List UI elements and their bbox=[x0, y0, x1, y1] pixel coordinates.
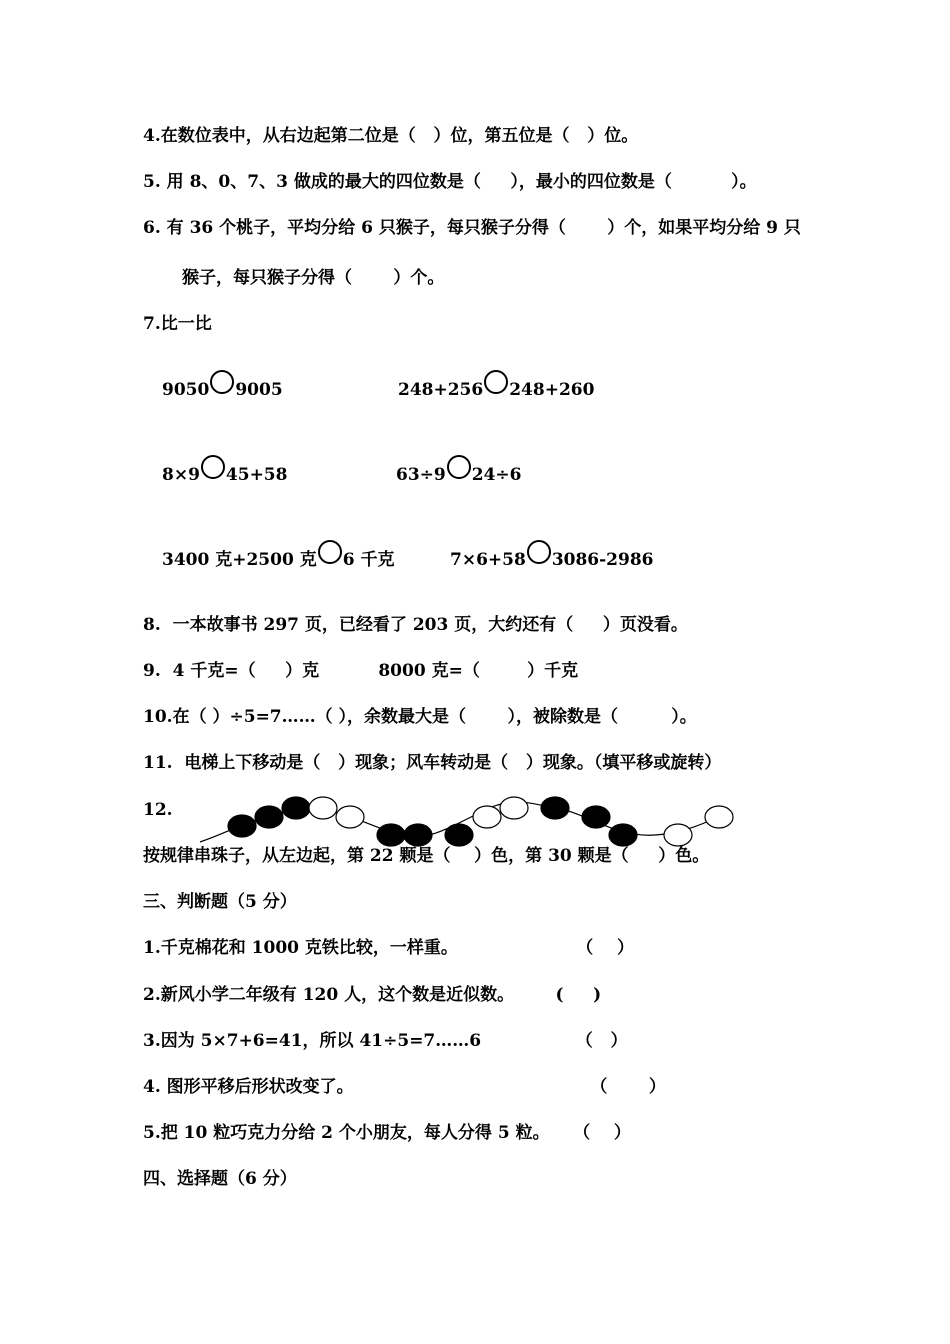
question-6-line2: 猴子，每只猴子分得（ ）个。 bbox=[182, 268, 445, 288]
bead-black bbox=[582, 806, 610, 828]
bead-black bbox=[255, 806, 283, 828]
compare-circle-icon[interactable] bbox=[201, 455, 225, 479]
compare-left: 7×6+58 bbox=[450, 550, 526, 570]
compare-left: 3400 克+2500 克 bbox=[162, 550, 317, 570]
compare-right: 9005 bbox=[235, 380, 283, 400]
compare-right: 3086-2986 bbox=[551, 550, 654, 570]
question-8: 8. 一本故事书 297 页，已经看了 203 页，大约还有（ ）页没看。 bbox=[143, 615, 688, 635]
bead-black bbox=[609, 824, 637, 846]
compare-circle-icon[interactable] bbox=[447, 455, 471, 479]
judge-2: 2.新风小学二年级有 120 人，这个数是近似数。 ( ) bbox=[143, 985, 602, 1005]
question-11: 11. 电梯上下移动是（ ）现象；风车转动是（ ）现象。（填平移或旋转） bbox=[143, 753, 722, 773]
compare-item bbox=[162, 463, 287, 487]
compare-left: 248+256 bbox=[398, 380, 484, 400]
compare-right: 45+58 bbox=[225, 465, 288, 485]
compare-right: 248+260 bbox=[509, 380, 595, 400]
bead-white bbox=[705, 806, 733, 828]
question-9: 9. 4 千克=（ ）克 8000 克=（ ）千克 bbox=[143, 661, 579, 681]
question-10: 10.在（ ）÷5=7……（ ），余数最大是（ ），被除数是（ ）。 bbox=[143, 707, 697, 727]
compare-right: 6 千克 bbox=[342, 550, 395, 570]
compare-left: 9050 bbox=[162, 380, 210, 400]
judge-4: 4. 图形平移后形状改变了。 （ ） bbox=[143, 1077, 666, 1097]
compare-item bbox=[398, 378, 594, 402]
compare-item bbox=[396, 463, 521, 487]
compare-item bbox=[450, 548, 654, 572]
compare-left: 63÷9 bbox=[396, 465, 446, 485]
bead-black bbox=[228, 815, 256, 837]
bead-black bbox=[377, 824, 405, 846]
judge-5: 5.把 10 粒巧克力分给 2 个小朋友，每人分得 5 粒。 （ ） bbox=[143, 1123, 631, 1143]
question-5: 5. 用 8、0、7、3 做成的最大的四位数是（ ），最小的四位数是（ ）。 bbox=[143, 172, 757, 192]
question-6-line1: 6. 有 36 个桃子，平均分给 6 只猴子，每只猴子分得（ ）个，如果平均分给 9 只 bbox=[143, 218, 801, 238]
bead-black bbox=[541, 797, 569, 819]
bead-white bbox=[664, 824, 692, 846]
bead-white bbox=[309, 797, 337, 819]
bead-black bbox=[282, 797, 310, 819]
compare-left: 8×9 bbox=[162, 465, 200, 485]
bead-black bbox=[404, 824, 432, 846]
bead-white bbox=[336, 806, 364, 828]
bead-white bbox=[500, 797, 528, 819]
compare-right: 24÷6 bbox=[471, 465, 522, 485]
compare-item bbox=[162, 548, 394, 572]
question-4: 4.在数位表中，从右边起第二位是（ ）位，第五位是（ ）位。 bbox=[143, 126, 639, 146]
bead-black bbox=[445, 824, 473, 846]
compare-circle-icon[interactable] bbox=[484, 370, 508, 394]
compare-circle-icon[interactable] bbox=[318, 540, 342, 564]
judge-3: 3.因为 5×7+6=41，所以 41÷5=7……6 （ ） bbox=[143, 1031, 628, 1051]
question-12-number: 12. bbox=[143, 800, 173, 820]
compare-item bbox=[162, 378, 283, 402]
question-7: 7.比一比 bbox=[143, 314, 212, 334]
compare-circle-icon[interactable] bbox=[210, 370, 234, 394]
question-12-text: 按规律串珠子，从左边起，第 22 颗是（ ）色，第 30 颗是（ ）色。 bbox=[143, 846, 710, 866]
section-3-heading: 三、判断题（5 分） bbox=[143, 892, 297, 912]
bead-string-figure bbox=[195, 790, 740, 850]
judge-1: 1.千克棉花和 1000 克铁比较，一样重。 （ ） bbox=[143, 938, 634, 958]
bead-white bbox=[473, 806, 501, 828]
section-4-heading: 四、选择题（6 分） bbox=[143, 1169, 297, 1189]
compare-circle-icon[interactable] bbox=[527, 540, 551, 564]
